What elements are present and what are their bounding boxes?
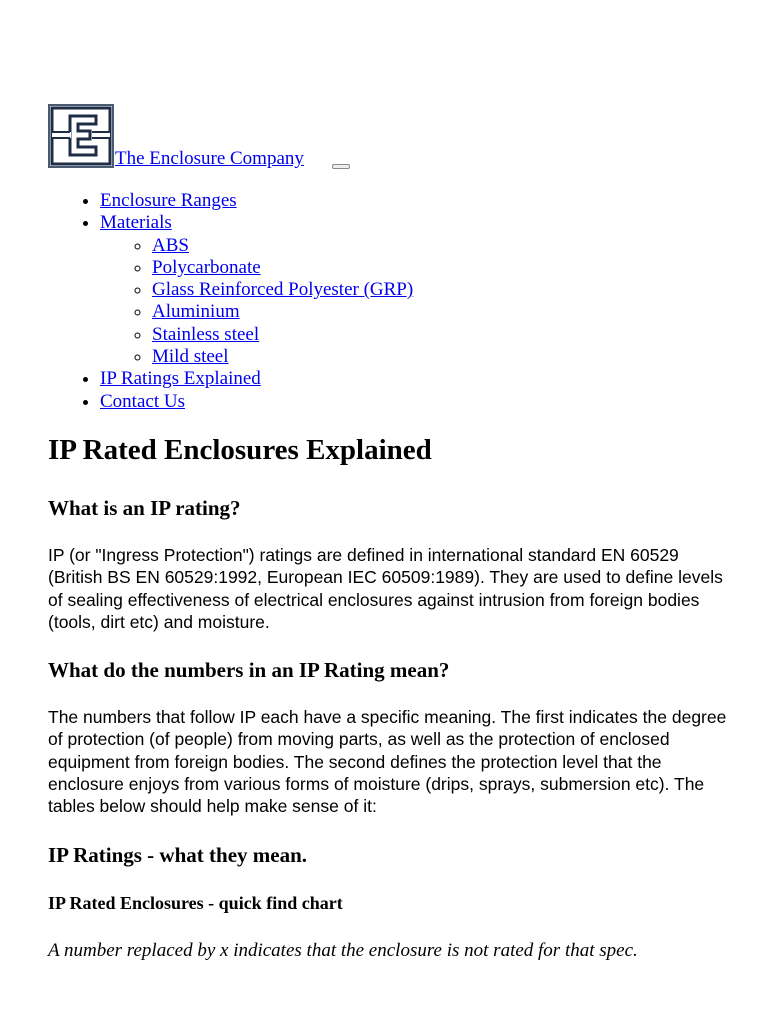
materials-submenu xyxy=(100,235,413,369)
brand-home-link[interactable]: The Enclosure Company xyxy=(115,148,304,169)
quick-find-chart-heading: IP Rated Enclosures - quick find chart xyxy=(48,893,343,913)
section-heading-what-is-ip: What is an IP rating? xyxy=(48,496,241,520)
nav-link-materials[interactable]: Materials xyxy=(100,212,172,234)
rating-note: A number replaced by x indicates that the enclosure is not rated for that spec. xyxy=(48,940,638,961)
page-title: IP Rated Enclosures Explained xyxy=(48,434,432,466)
nav-link-stainless-steel[interactable]: Stainless steel xyxy=(152,323,260,345)
nav-link-grp[interactable]: Glass Reinforced Polyester (GRP) xyxy=(152,279,414,301)
nav-link-polycarbonate[interactable]: Polycarbonate xyxy=(152,256,261,278)
nav-item-materials xyxy=(100,212,413,368)
section-heading-numbers: What do the numbers in an IP Rating mean? xyxy=(48,658,450,682)
nav-item-enclosure-ranges xyxy=(100,190,413,212)
nav-link-aluminium[interactable]: Aluminium xyxy=(152,301,240,323)
nav-item-stainless-steel xyxy=(152,324,413,346)
nav-link-enclosure-ranges[interactable]: Enclosure Ranges xyxy=(100,190,237,211)
nav-item-grp xyxy=(152,279,413,301)
section-text-numbers: The numbers that follow IP each have a specific meaning. The first indicates the degree of protection (of people) from moving parts, as well as the protection of enclosed equipment from foreign bodies. The second defines the protection level that the enclosure enjoys from various forms of moisture (drips, sprays, submersion etc). The tables below should help make sense of it: xyxy=(48,707,727,817)
main-nav xyxy=(48,190,413,413)
nav-item-polycarbonate xyxy=(152,257,413,279)
nav-link-abs[interactable]: ABS xyxy=(152,234,189,256)
nav-item-ip-ratings xyxy=(100,368,413,390)
nav-link-contact[interactable]: Contact Us xyxy=(100,390,185,412)
nav-item-mild-steel xyxy=(152,346,413,368)
nav-item-contact xyxy=(100,391,413,413)
section-heading-ratings-meaning: IP Ratings - what they mean. xyxy=(48,843,308,867)
nav-item-abs xyxy=(152,235,413,257)
nav-item-aluminium xyxy=(152,301,413,323)
nav-link-mild-steel[interactable]: Mild steel xyxy=(152,346,229,368)
nav-link-ip-ratings[interactable]: IP Ratings Explained xyxy=(100,368,261,390)
section-text-what-is-ip: IP (or "Ingress Protection") ratings are defined in international standard EN 60529 (British BS EN 60529:1992, European IEC 60509:1989). They are used to define levels of sealing effectiveness of electrical enclosures against intrusion from foreign bodies (tools, dirt etc) and moisture. xyxy=(48,545,723,632)
nav-toggle-button[interactable] xyxy=(332,164,350,169)
